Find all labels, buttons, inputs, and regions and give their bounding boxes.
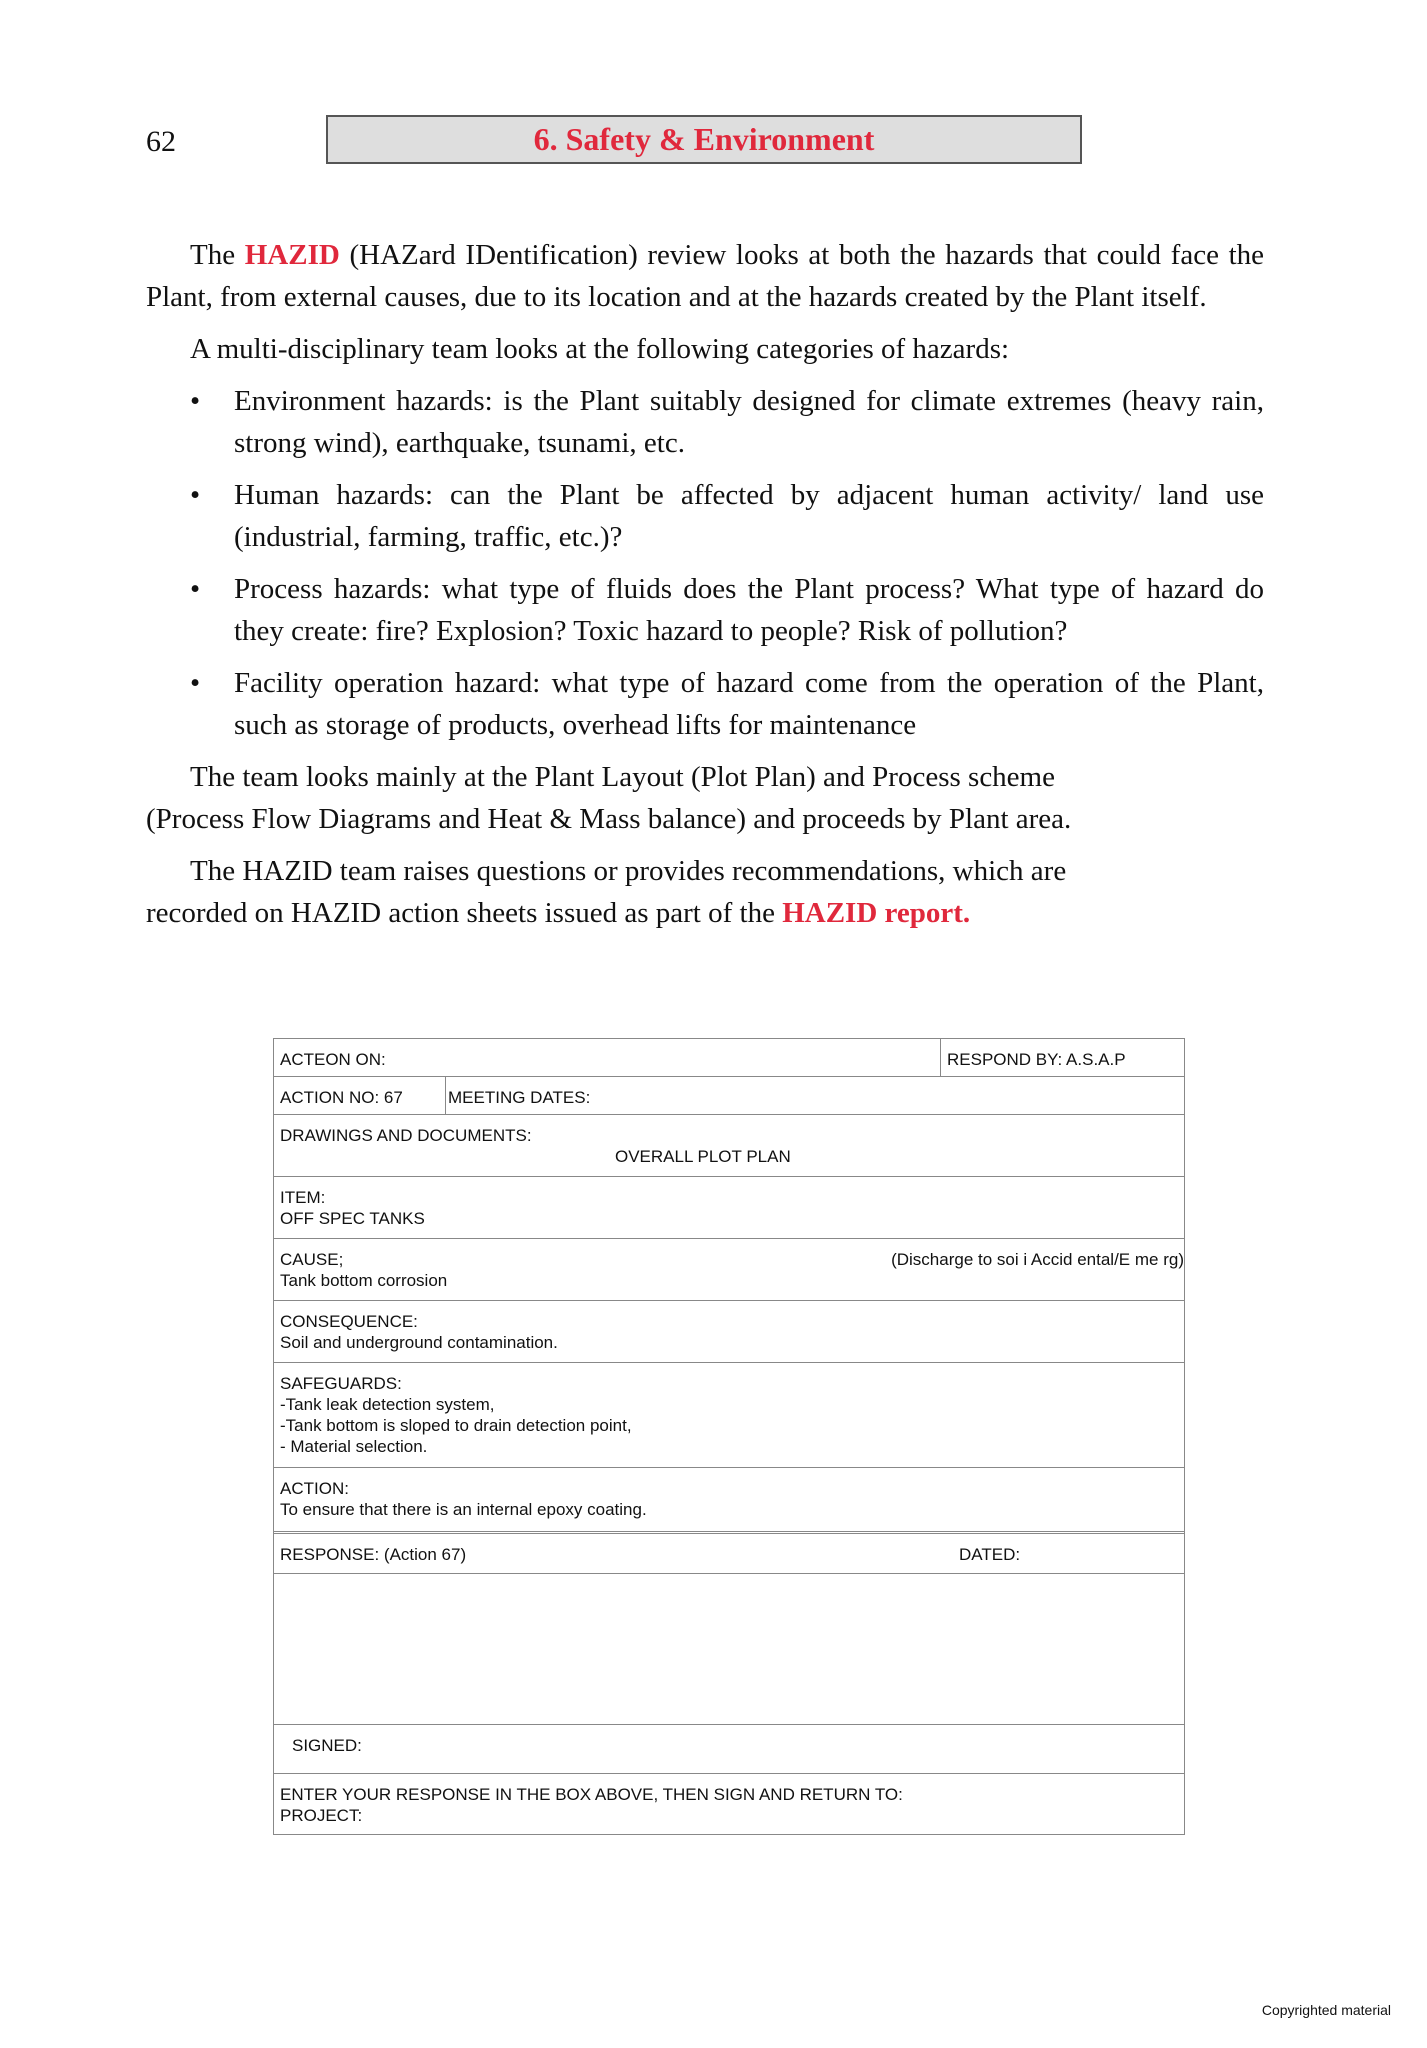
chapter-title: 6. Safety & Environment [533, 121, 875, 157]
safeguards-label: SAFEGUARDS: [280, 1374, 402, 1393]
item-value: OFF SPEC TANKS [280, 1209, 425, 1228]
team-intro: A multi-disciplinary team looks at the following categories of hazards: [190, 333, 1010, 365]
hazid-highlight: HAZID [244, 239, 340, 271]
list-item [146, 662, 1264, 746]
sheet-row-action-on [274, 1038, 1184, 1076]
hazid-action-sheet [273, 1038, 1185, 1835]
respond-by-cell [941, 1039, 1132, 1076]
intro-paragraph [146, 234, 1264, 318]
bullet-text: Facility operation hazard: what type of hazard come from the operation of the Plant, such as storage of products, overhead lifts for maintenance [234, 667, 1264, 741]
raise-line-2: recorded on HAZID action sheets issued as part of the [146, 897, 775, 929]
sheet-row-response [274, 1531, 1184, 1573]
layout-line-2: (Process Flow Diagrams and Heat & Mass balance) and proceeds by Plant area. [146, 803, 1072, 835]
drawings-label: DRAWINGS AND DOCUMENTS: [280, 1126, 532, 1145]
item-label: ITEM: [280, 1188, 326, 1207]
list-item [146, 380, 1264, 464]
signed-label: SIGNED: [292, 1736, 362, 1755]
cause-label: CAUSE; [280, 1250, 344, 1269]
action-on-cell [274, 1039, 941, 1076]
action-no-label: ACTION NO: 67 [280, 1088, 403, 1107]
consequence-label: CONSEQUENCE: [280, 1312, 418, 1331]
consequence-value: Soil and underground contamination. [280, 1333, 558, 1352]
return-instruction: ENTER YOUR RESPONSE IN THE BOX ABOVE, THEN SIGN AND RETURN TO: [280, 1785, 903, 1804]
list-item [146, 474, 1264, 558]
cause-value: Tank bottom corrosion [280, 1271, 448, 1290]
layout-line-1: The team looks mainly at the Plant Layout (Plot Plan) and Process scheme [190, 761, 1055, 793]
sheet-row-item [274, 1176, 1184, 1238]
project-label: PROJECT: [280, 1806, 363, 1825]
safeguard-item: - Material selection. [280, 1437, 428, 1456]
sheet-row-drawings [274, 1114, 1184, 1176]
meeting-dates-cell [446, 1077, 596, 1114]
list-item [146, 568, 1264, 652]
intro-before: The [190, 239, 236, 271]
safeguard-item: -Tank bottom is sloped to drain detection point, [280, 1416, 632, 1435]
action-label: ACTION: [280, 1479, 349, 1498]
sheet-row-signed [274, 1724, 1184, 1773]
sheet-row-safeguards [274, 1362, 1184, 1467]
layout-paragraph-cont [146, 798, 1264, 840]
layout-paragraph [146, 756, 1264, 798]
bullet-text: Process hazards: what type of fluids does the Plant process? What type of hazard do they create: fire? Explosion? Toxic hazard to people? Risk of pollution? [234, 573, 1264, 647]
bullet-icon: • [190, 667, 201, 699]
sheet-row-action-no [274, 1076, 1184, 1114]
cause-note: (Discharge to soi i Accid ental/E me rg) [891, 1250, 1184, 1269]
hazid-report-highlight: HAZID report. [782, 897, 971, 929]
bullet-text: Human hazards: can the Plant be affected by adjacent human activity/ land use (industrial, farming, traffic, etc.)? [234, 479, 1264, 553]
bullet-icon: • [190, 573, 201, 605]
action-on-label: ACTEON ON: [280, 1050, 386, 1069]
bullet-text: Environment hazards: is the Plant suitably designed for climate extremes (heavy rain, strong wind), earthquake, tsunami, etc. [234, 385, 1264, 459]
body-text [146, 234, 1264, 944]
page-number: 62 [146, 125, 176, 158]
copyright-notice: Copyrighted material [1261, 2002, 1391, 2018]
bullet-icon: • [190, 479, 201, 511]
sheet-row-return [274, 1773, 1184, 1835]
action-no-cell [274, 1077, 446, 1114]
intro-after: (HAZard IDentification) review looks at both the hazards that could face the Plant, from external causes, due to its location and at the hazards created by the Plant itself. [146, 239, 1265, 313]
response-label: RESPONSE: (Action 67) [280, 1545, 467, 1564]
bullet-icon: • [190, 385, 201, 417]
response-input-area[interactable] [274, 1573, 1184, 1724]
meeting-dates-label: MEETING DATES: [448, 1088, 591, 1107]
hazard-list [146, 380, 1264, 746]
raise-paragraph-cont [146, 892, 1264, 934]
sheet-row-action [274, 1467, 1184, 1531]
sheet-row-cause [274, 1238, 1184, 1300]
drawings-value: OVERALL PLOT PLAN [615, 1147, 791, 1166]
safeguard-item: -Tank leak detection system, [280, 1395, 495, 1414]
dated-label: DATED: [959, 1545, 1021, 1564]
raise-line-1: The HAZID team raises questions or provides recommendations, which are [190, 855, 1067, 887]
raise-paragraph [146, 850, 1264, 892]
action-value: To ensure that there is an internal epoxy coating. [280, 1500, 647, 1519]
respond-by-label: RESPOND BY: A.S.A.P [947, 1050, 1126, 1069]
sheet-row-consequence [274, 1300, 1184, 1362]
chapter-header [326, 115, 1082, 164]
